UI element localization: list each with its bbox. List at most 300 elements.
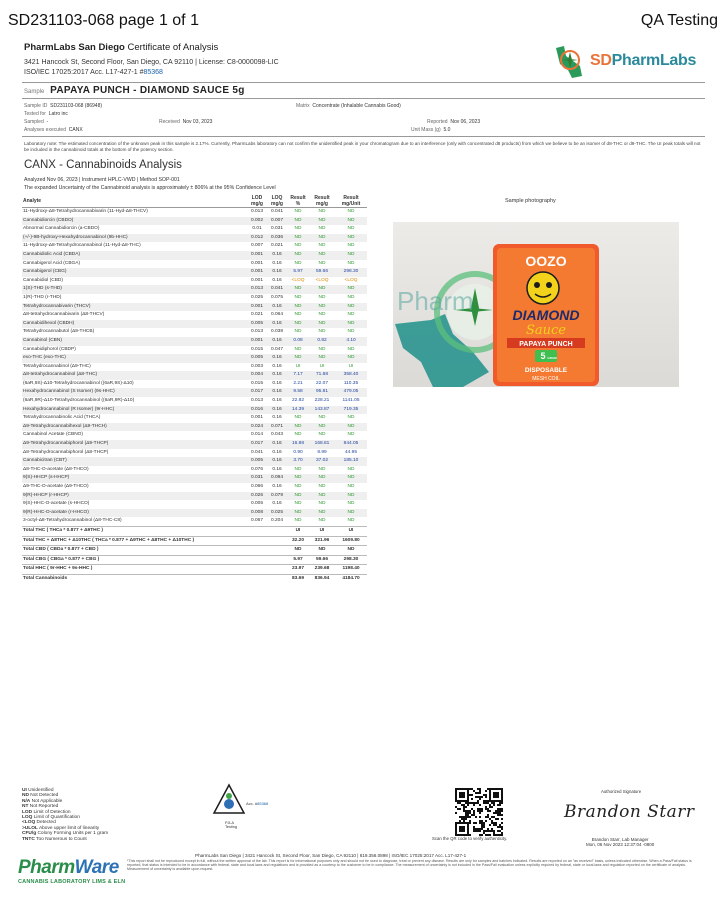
analyte-value: ND (287, 303, 309, 312)
analyte-value: ND (347, 484, 355, 489)
analyte-value: 168.81 (309, 440, 335, 449)
analyte-value: ND (294, 518, 302, 524)
analyte-value: ND (347, 260, 355, 266)
total-label: Total THC + Δ8THC + Δ10THC ( THCa * 0.877 + Δ9THC + Δ8THC + Δ10THC ) (22, 536, 287, 546)
analyte-value: ND (318, 294, 326, 300)
col-result-pct: Result % (287, 195, 309, 208)
analyte-value: ND (318, 518, 326, 524)
total-row (22, 546, 367, 556)
analyte-value: 0.16 (267, 303, 287, 312)
analyte-value: ND (287, 354, 309, 363)
analyte-value: ND (318, 501, 326, 507)
total-value: 1609.80 (335, 536, 367, 546)
analyte-value: ND (318, 260, 326, 266)
table-row (22, 457, 367, 466)
legend-item: LOD Limit of Detection (22, 809, 71, 815)
analyte-value: 22.82 (291, 398, 304, 404)
analyte-value: 0.005 (247, 457, 267, 466)
table-row (22, 208, 367, 217)
lab-address: 3421 Hancock St, Second Floor, San Diego, CA 92110 | License: C8-0000098-LIC (24, 59, 279, 66)
analysis-info: Analyzed Nov 06, 2023 | Instrument HPLC-VWD | Method SOP-001 (24, 177, 180, 183)
analyte-value: 0.041 (270, 209, 283, 214)
analyte-value: 1141.05 (342, 398, 360, 404)
analyte-name: Tetrahydrocannabivarin (THCV) (22, 303, 247, 312)
legend-item: NT Not Reported (22, 804, 59, 810)
analyte-value: 0.16 (272, 415, 282, 421)
analyte-value: ND (335, 303, 367, 312)
analyte-value: 0.047 (270, 346, 283, 352)
total-value: ND (335, 546, 367, 556)
analyte-value: 9.58 (287, 388, 309, 397)
analyte-name: 9(S)-HHC-O-acetate (s-HHCO) (23, 501, 90, 507)
analyte-value: ND (294, 294, 302, 300)
pjla-badge (212, 783, 282, 829)
table-row (22, 225, 367, 234)
table-row (22, 388, 367, 397)
analyte-value: 0.031 (247, 474, 267, 483)
analyte-value: ND (294, 243, 302, 249)
analyte-value: ND (335, 354, 367, 363)
analyte-name: Cannabinol Acetate (CBNO) (23, 432, 83, 438)
analyte-value: ND (335, 285, 367, 294)
analyte-value: ND (287, 492, 309, 501)
analyte-value: 0.08 (287, 337, 309, 346)
analyte-value: UI (348, 363, 354, 369)
table-row (22, 363, 367, 372)
analyte-value: ND (347, 466, 355, 472)
analyte-name: Δ8-Tetrahydrocannabiphorol (Δ8-THCP) (23, 449, 109, 455)
total-label: Total CBG ( CBGa * 0.877 + CBG ) (22, 555, 287, 565)
analyte-value: ND (347, 415, 355, 421)
analyte-value: 0.038 (270, 329, 283, 335)
grand-total-value: 4184.70 (335, 574, 367, 583)
analyte-value: 228.21 (314, 398, 330, 404)
analyte-value: 0.204 (270, 518, 283, 524)
analyte-name: Cannabigerol (CBG) (22, 268, 247, 277)
table-row (22, 242, 367, 251)
analyte-name: (6aR,9R)-Δ10-Tetrahydrocannabinol ((6aR,9R)-Δ10) (23, 398, 135, 404)
table-row (22, 294, 367, 303)
tech-text: MESH COIL (532, 376, 560, 382)
analyte-value: 0.16 (272, 380, 282, 386)
analyte-value: 0.16 (267, 371, 287, 380)
footer-address: PharmLabs San Diego | 3421 Hancock St, Second Floor, San Diego, CA 92110 | 619.356.0898 | ISO/IEC 17025:2017 Acc. L17-427-1 (195, 853, 467, 858)
analyte-value: ND (287, 474, 309, 483)
analyte-value: 0.043 (270, 432, 283, 438)
analyte-value: 0.005 (250, 501, 263, 507)
analyte-value: 59.66 (309, 268, 335, 277)
table-row (22, 500, 367, 509)
analyte-value: ND (318, 243, 326, 249)
analyte-value: ND (309, 285, 335, 294)
grand-total-value: 83.69 (287, 574, 309, 583)
col-lod: LOD mg/g (247, 195, 267, 208)
table-header-row (22, 195, 367, 208)
analyte-name: 1(R)-THD (r-THD) (23, 294, 62, 300)
analyte-value: ND (318, 209, 326, 214)
analyte-name: 11-Hydroxy-Δ8-Tetrahydrocannabinol (11-Hyd-Δ8-THC) (23, 243, 141, 249)
col-analyte: Analyte (22, 195, 247, 208)
analyte-value: 95.81 (309, 388, 335, 397)
analyte-name: Δ9-THC-O-acetate (Δ9-THCO) (23, 484, 89, 489)
pharmware-wordmark: PharmWare (18, 857, 119, 878)
analyte-value: ND (335, 423, 367, 432)
analyte-name: Cannabidiolic Acid (CBDA) (22, 251, 247, 260)
table-row (22, 371, 367, 380)
analyte-value: ND (287, 234, 309, 243)
analyte-name: Cannabidihexol (CBDH) (22, 320, 247, 329)
analyte-name: Cannabigerol Acid (CBGA) (23, 260, 81, 266)
analyte-value: 0.16 (272, 466, 282, 472)
divider (22, 136, 705, 137)
analyte-value: ND (335, 474, 367, 483)
analyte-name: 9(S)-HHCP (s-HHCP) (22, 474, 247, 483)
analyte-value: 8.99 (317, 449, 327, 455)
analyte-name: Cannabidiphorol (CBDP) (23, 346, 76, 352)
total-value: 321.96 (309, 536, 335, 546)
analyte-name: Cannabidiol (CBD) (23, 277, 63, 283)
analyte-value: 7.17 (287, 371, 309, 380)
analyte-name: Δ8-THC-O-acetate (Δ8-THCO) (23, 466, 89, 472)
analyte-value: 44.95 (344, 449, 357, 455)
legend-item: >ULOL Above upper limit of linearity (22, 825, 100, 831)
analyte-value: 0.036 (267, 234, 287, 243)
table-row (22, 260, 367, 269)
size-text: 5 (540, 351, 546, 361)
analyte-value: ND (347, 312, 355, 318)
analyte-value: ND (294, 432, 302, 438)
analyte-value: ND (309, 251, 335, 260)
analyte-value: ND (347, 346, 355, 352)
analyte-value: 0.079 (267, 492, 287, 501)
meta-tested-for: Tested for Latro inc (24, 111, 68, 117)
analyte-value: ND (309, 492, 335, 501)
total-row (22, 536, 367, 546)
analyte-value: 0.041 (250, 449, 263, 455)
table-row (22, 285, 367, 294)
analyte-value: ND (318, 484, 326, 489)
analyte-name: Abnormal Cannabidiorcin (a-CBDO) (23, 226, 100, 232)
analyte-value: 844.05 (335, 440, 367, 449)
signature-image: Brandon Starr (564, 802, 695, 822)
analyte-value: ND (347, 294, 355, 300)
analyte-value: ND (318, 312, 326, 318)
table-row (22, 431, 367, 440)
analyte-name: 3-octyl-Δ8-Tetrahydrocannabinol (Δ8-THC-C8) (23, 518, 122, 524)
analyte-value: ND (294, 501, 302, 507)
analyte-value: 0.017 (247, 440, 267, 449)
table-row (22, 337, 367, 346)
analyte-value: 0.16 (272, 260, 282, 266)
analyte-value: 0.025 (267, 509, 287, 518)
pjla-icon (212, 783, 246, 819)
analyte-name: Cannabicitran (CBT) (22, 457, 247, 466)
meta-reported: Reported Nov 06, 2023 (427, 119, 481, 125)
meta-received: Received Nov 03, 2023 (159, 119, 213, 125)
analyte-value: ND (294, 260, 302, 266)
analyte-name: Δ8-tetrahydrocannabinol (Δ8-THC) (22, 371, 247, 380)
product-line-2: Sauce (525, 323, 567, 338)
legend-item: LOQ Limit of Quantification (22, 815, 80, 821)
analyte-value: ND (294, 226, 302, 232)
analyte-value: 0.015 (250, 346, 263, 352)
analyte-value: 0.013 (247, 285, 267, 294)
analyte-value: 0.16 (267, 440, 287, 449)
table-row (22, 414, 367, 423)
table-row (22, 380, 367, 389)
analyte-value: ND (318, 466, 326, 472)
analyte-value: 0.071 (267, 423, 287, 432)
legend-item: UI Unidentified (22, 788, 54, 793)
analyte-value: ND (318, 226, 326, 232)
total-value: UI (309, 526, 335, 536)
legend-item: TNTC Too Numerous to Count (22, 836, 87, 842)
total-value: ND (309, 546, 335, 556)
legend-item: N/A Not Applicable (22, 798, 63, 804)
analyte-name: Cannabinol (CBN) (22, 337, 247, 346)
report-id: SD231103-068 page 1 of 1 (8, 12, 199, 29)
analyte-value: 0.16 (267, 457, 287, 466)
analyte-value: ND (287, 251, 309, 260)
analyte-value: 0.014 (250, 432, 263, 438)
analyte-value: UI (295, 363, 301, 369)
analyte-value: ND (287, 285, 309, 294)
pjla-label: PJLA Testing (225, 821, 238, 829)
certificate-title: Certificate of Analysis (127, 42, 219, 53)
analyte-value: ND (287, 423, 309, 432)
laboratory-note: Laboratory note: The estimated concentration of the unknown peak in this sample is 2.17%. Currently, PharmLabs laboratory can not confirm the unidentified peak in your chromatogram due to an interference (only with concentrated d8 products) from which we believe to be an isomer of d8-THC or d9-THC. The UI peak totals will not be included in the cannabinoid totals at the bottom of the potency section. (24, 141, 701, 152)
analyte-value: 0.90 (293, 449, 303, 455)
total-value: 5.97 (287, 555, 309, 565)
table-row (22, 406, 367, 415)
analyte-value: 0.16 (272, 398, 282, 404)
analyte-value: ND (287, 320, 309, 329)
analyte-value: ND (309, 234, 335, 243)
analyte-name: Δ9-Tetrahydrocannabihexol (Δ9-THCH) (22, 423, 247, 432)
sample-name-line (24, 85, 245, 96)
flavor-text: PAPAYA PUNCH (519, 341, 573, 348)
analyte-value: ND (294, 466, 302, 472)
analyte-value: 22.07 (315, 380, 328, 386)
analyte-value: 0.013 (250, 209, 263, 214)
accreditation-link[interactable]: 85368 (143, 69, 163, 76)
table-row (22, 492, 367, 501)
analyte-value: 0.017 (247, 388, 267, 397)
table-row (22, 474, 367, 483)
analyte-value: ND (309, 320, 335, 329)
total-value: 239.68 (309, 565, 335, 575)
total-row (22, 526, 367, 536)
analyte-value: 0.005 (247, 354, 267, 363)
analyte-value: ND (347, 209, 355, 214)
analyte-value: ND (335, 320, 367, 329)
analyte-name: Δ9-Tetrahydrocannabiphorol (Δ9-THCP) (22, 440, 247, 449)
table-row (22, 346, 367, 355)
analyte-value: 0.002 (247, 217, 267, 226)
table-row (22, 354, 367, 363)
total-row (22, 555, 367, 565)
analyte-value: 0.16 (267, 388, 287, 397)
table-row (22, 397, 367, 406)
analyte-value: 0.025 (250, 294, 263, 300)
analyte-name: Δ8-tetrahydrocannabivarin (Δ8-THCV) (23, 312, 105, 318)
lab-iso: ISO/IEC 17025:2017 Acc. L17-427-1 #85368 (24, 69, 163, 76)
qr-label: Scan the QR code to verify authenticity. (432, 836, 508, 841)
analyte-value: 0.004 (247, 371, 267, 380)
divider (22, 98, 705, 99)
analyte-value: 0.16 (272, 449, 282, 455)
analyte-value: 0.001 (247, 303, 267, 312)
table-body (22, 208, 367, 584)
total-value: UI (335, 526, 367, 536)
watermark-text: Pharm (397, 286, 474, 316)
analyte-value: ND (287, 217, 309, 226)
legend-item: ND Not Detected (22, 793, 59, 799)
format-text: DISPOSABLE (524, 367, 568, 374)
logo-wordmark: SDPharmLabs (590, 52, 697, 69)
analyte-value: ND (347, 243, 355, 249)
analyte-value: ND (294, 415, 302, 421)
analyte-value: 0.015 (250, 380, 263, 386)
table-row (22, 449, 367, 458)
analyte-name: 11-Hydroxy-Δ8-Tetrahydrocannabivarin (11-Hyd-Δ8-THCV) (23, 209, 148, 214)
analyte-value: ND (309, 423, 335, 432)
analyte-name: Hexahydrocannabinol (R Isomer) (9r-HHC) (22, 406, 247, 415)
meta-sampled: Sampled - (24, 119, 49, 125)
table-row (22, 311, 367, 320)
legend-item: CFU/g Colony Forming Units per 1 gram (22, 831, 109, 837)
analyte-value: 0.001 (250, 277, 263, 283)
analyte-value: 0.024 (247, 423, 267, 432)
total-label: Total THC ( THCa * 0.877 + Δ9THC ) (22, 526, 287, 536)
analyte-value: 719.35 (335, 406, 367, 415)
analyte-value: 0.064 (270, 312, 283, 318)
analyte-value: 0.005 (247, 320, 267, 329)
sample-label: Sample (24, 89, 45, 95)
abbreviation-legend (22, 788, 108, 842)
product-photo-illustration (393, 222, 679, 387)
analyte-value: ND (347, 501, 355, 507)
analyte-value: <LOQ (291, 277, 305, 283)
analyte-value: 0.001 (247, 251, 267, 260)
table-row (22, 217, 367, 226)
analyte-value: ND (294, 484, 302, 489)
analyte-value: 0.16 (267, 320, 287, 329)
total-row (22, 565, 367, 575)
table-row (22, 423, 367, 432)
analyte-value: ND (335, 217, 367, 226)
analyte-value: 0.008 (247, 509, 267, 518)
analyte-value: ND (318, 415, 326, 421)
pjla-accreditation: Acc. #85368 (246, 801, 269, 806)
analyte-value: 0.076 (250, 466, 263, 472)
analyte-value: ND (309, 303, 335, 312)
analyte-value: 0.013 (250, 329, 263, 335)
uncertainty-note: The expanded Uncertainty of the Cannabinoid analysis is approximately ± 806% at the 95% Confidence Level (24, 185, 276, 191)
analyte-value: 0.16 (272, 484, 282, 489)
analyte-value: 0.16 (267, 354, 287, 363)
lab-address-block (24, 58, 279, 78)
analyte-value: 0.075 (270, 294, 283, 300)
total-value: 1198.40 (335, 565, 367, 575)
col-loq: LOQ mg/g (267, 195, 287, 208)
sdpharmlabs-logo (550, 42, 710, 82)
photo-label: Sample photography (505, 198, 556, 204)
meta-unit-mass: Unit Mass (g) 5.0 (411, 127, 451, 133)
analyte-value: 4.10 (335, 337, 367, 346)
total-value: UI (287, 526, 309, 536)
analyte-name: 1(S)-THD (s-THD) (22, 285, 247, 294)
analyte-value: 0.001 (250, 260, 263, 266)
analyte-value: 3.70 (287, 457, 309, 466)
analyte-name: 9(R)-HHCP (r-HHCP) (22, 492, 247, 501)
analyte-value: 0.001 (247, 268, 267, 277)
analyte-value: 185.10 (335, 457, 367, 466)
analyte-name: Tetrahydrocannabutol (Δ9-THCB) (23, 329, 95, 335)
analyte-value: ND (294, 346, 302, 352)
analyte-value: <LOQ (344, 277, 358, 283)
section-title: CANX - Cannabinoids Analysis (24, 159, 182, 171)
analyte-value: 358.40 (335, 371, 367, 380)
lab-name: PharmLabs San Diego (24, 42, 125, 53)
table-row (22, 483, 367, 492)
analyte-value: 0.16 (267, 268, 287, 277)
table-row (22, 517, 367, 526)
analyte-value: ND (309, 474, 335, 483)
grand-total-value: 836.94 (309, 574, 335, 583)
analyte-value: 0.021 (270, 243, 283, 249)
analyte-value: 0.007 (267, 217, 287, 226)
analyte-value: ND (309, 509, 335, 518)
analyte-value: 0.001 (247, 337, 267, 346)
analyte-value: 0.066 (250, 484, 263, 489)
analyte-value: 0.16 (272, 501, 282, 507)
analyte-value: 0.016 (247, 406, 267, 415)
analyte-value: ND (294, 312, 302, 318)
analyte-value: 0.16 (267, 337, 287, 346)
table-row (22, 251, 367, 260)
meta-matrix: Matrix Concentrate (Inhalable Cannabis Good) (296, 103, 401, 109)
analyte-value: 298.30 (335, 268, 367, 277)
signer-info (586, 837, 654, 848)
analyte-value: 0.021 (250, 312, 263, 318)
sample-photo (393, 222, 679, 387)
analyte-name: 9(R)-HHC-O-acetate (r-HHCO) (22, 509, 247, 518)
analyte-value: 0.16 (267, 251, 287, 260)
analyte-value: ND (318, 329, 326, 335)
table-row (22, 328, 367, 337)
legend-item: <LOQ Detected (22, 820, 56, 826)
qr-code[interactable] (455, 788, 503, 836)
pharmware-logo (18, 857, 125, 885)
analyte-value: ND (347, 329, 355, 335)
analyte-value: 16.88 (287, 440, 309, 449)
analyte-value: ND (318, 346, 326, 352)
analyte-value: UI (319, 363, 325, 369)
analyte-value: ND (309, 217, 335, 226)
unit-text: GRAM (547, 356, 557, 360)
table-row (22, 303, 367, 312)
analyte-value: ND (347, 432, 355, 438)
disclaimer: *This report shall not be reproduced except in full, without the written approval of the lab. This report is for informational purposes only and should not be used to diagnose, treat or prevent any disease. Results are only for samples and batches indicated. Results are reported on an "as received" basis, unless indicated otherwise. When a Pass/Fail status is reported, that status is intended to be in accordance with federal, state and local laws and regulations and is provided as a courtesy to the customer to be in compliance. The measurement of uncertainty is not included in the Pass/Fail evaluation unless explicitly required by federal, state or local laws and regulation reported on the certificate of analysis. Measurement of uncertainty is available upon request. (127, 859, 692, 872)
analyte-value: 0.013 (250, 398, 263, 404)
analyte-value: 0.01 (252, 226, 262, 232)
analyte-value: 0.003 (250, 363, 263, 369)
total-value: 23.97 (287, 565, 309, 575)
table-row (22, 234, 367, 243)
grand-total-label: Total Cannabinoids (22, 574, 287, 583)
total-value: 298.30 (335, 555, 367, 565)
